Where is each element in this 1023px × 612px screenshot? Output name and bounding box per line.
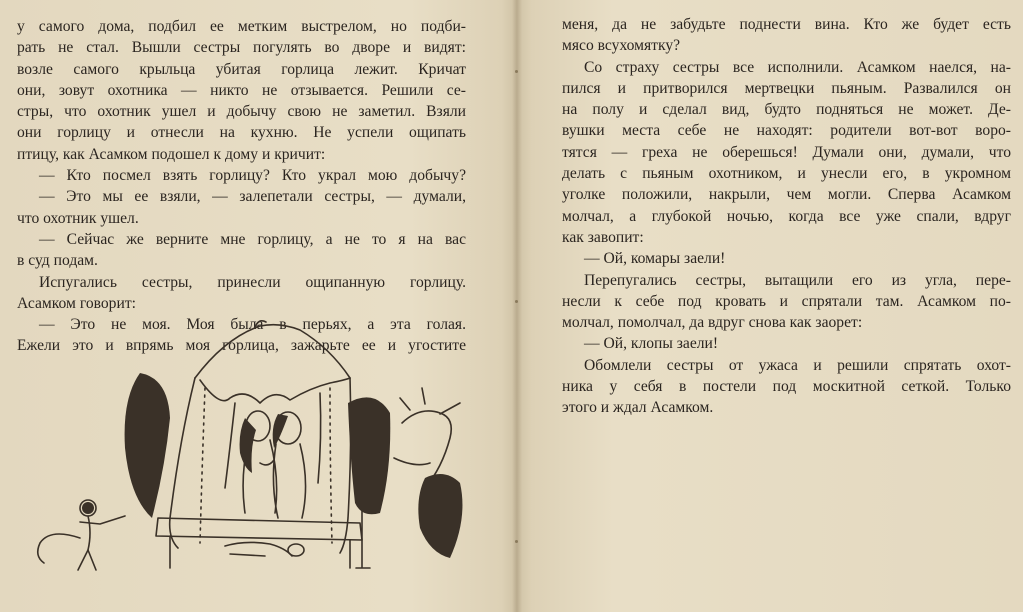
text-line: рать не стал. Вышли сестры погулять во дворе и видят: — [17, 39, 466, 57]
text-line: они, зовут охотника — никто не отзывается. Решили се- — [17, 81, 466, 99]
paragraph-start-line: Со страху сестры все исполнили. Асамком наелся, на- — [584, 58, 1011, 76]
text-line: меня, да не забудьте поднести вина. Кто же будет есть — [562, 16, 1011, 33]
dialogue-line: — Кто посмел взять горлицу? Кто украл мою добычу? — [39, 167, 466, 185]
binding-stitch — [515, 70, 518, 73]
text-line: стры, что охотник ушел и добычу свою не заметил. Взяли — [17, 103, 466, 121]
binding-stitch — [515, 540, 518, 543]
text-line: ника у себя в постели под москитной сеткой. Только — [562, 378, 1011, 396]
text-line: что охотник ушел. — [17, 209, 139, 227]
sister-hair-left — [240, 418, 256, 473]
dialogue-line: — Это мы ее взяли, — залепетали сестры, — думали, — [39, 188, 466, 206]
text-line: молчал, помолчал, да вдруг снова как заорет: — [562, 314, 863, 332]
dark-curtain-left — [125, 373, 170, 518]
left-page-text — [17, 16, 466, 357]
canopy-top — [195, 325, 350, 378]
text-line: птицу, как Асамком подошел к дому и кричит: — [17, 145, 326, 163]
canopy-drape-left — [170, 378, 195, 548]
book-gutter — [512, 0, 522, 612]
text-line: молчал, а глубокой ночью, когда все уже спали, вдруг — [562, 207, 1011, 225]
text-line: как завопит: — [562, 228, 644, 246]
sister-hair-right — [273, 414, 288, 448]
text-line: делать с пьяным охотником, и унесли его, в укромном — [562, 165, 1011, 183]
canopy-scallop — [200, 378, 350, 403]
dialogue-line: — Ой, клопы заели! — [584, 335, 719, 353]
paragraph-start-line: Испугались сестры, принесли ощипанную горлицу. — [39, 273, 466, 291]
text-line: мясо всухомятку? — [562, 37, 681, 55]
text-line: этого и ждал Асамком. — [562, 399, 714, 417]
text-line: вушки места себе не находят: родители вот-вот воро- — [562, 122, 1011, 140]
dialogue-line: — Ой, комары заели! — [584, 250, 726, 268]
text-line: у самого дома, подбил ее метким выстрелом, но подби- — [17, 18, 466, 35]
dark-bird-body — [418, 474, 462, 558]
paragraph-start-line: Перепугались сестры, вытащили его из угла, пере- — [584, 271, 1011, 289]
text-line: Ежели это и впрямь моя горлица, зажарьте ее и угостите — [17, 337, 466, 355]
text-line: в суд подам. — [17, 252, 98, 270]
dark-curtain-right — [348, 397, 390, 514]
text-line: несли к себе под кровать и спрятали там. Асамком по- — [562, 292, 1011, 310]
story-illustration — [30, 318, 470, 583]
text-line: возле самого крыльца убитая горлица лежит. Кричат — [17, 60, 466, 78]
text-line: на полу и сделал вид, будто подняться не может. Де- — [562, 101, 1011, 119]
text-line: уголке положили, накрыли, чем могли. Сперва Асамком — [562, 186, 1011, 204]
text-line: тятся — греха не оберешься! Думали они, думали, что — [562, 143, 1011, 161]
binding-stitch — [515, 300, 518, 303]
text-line: они горлицу и отнесли на кухню. Не успели ощипать — [17, 124, 466, 142]
text-line: Асамком говорит: — [17, 294, 136, 312]
text-line: пился и притворился мертвецки пьяным. Развалился он — [562, 79, 1011, 97]
paragraph-start-line: Обомлели сестры от ужаса и решили спрятать охот- — [584, 356, 1011, 374]
dialogue-line: — Сейчас же верните мне горлицу, а не то я на вас — [39, 230, 466, 248]
right-page-text — [562, 14, 1011, 419]
dialogue-line: — Это не моя. Моя была в перьях, а эта голая. — [39, 316, 466, 334]
